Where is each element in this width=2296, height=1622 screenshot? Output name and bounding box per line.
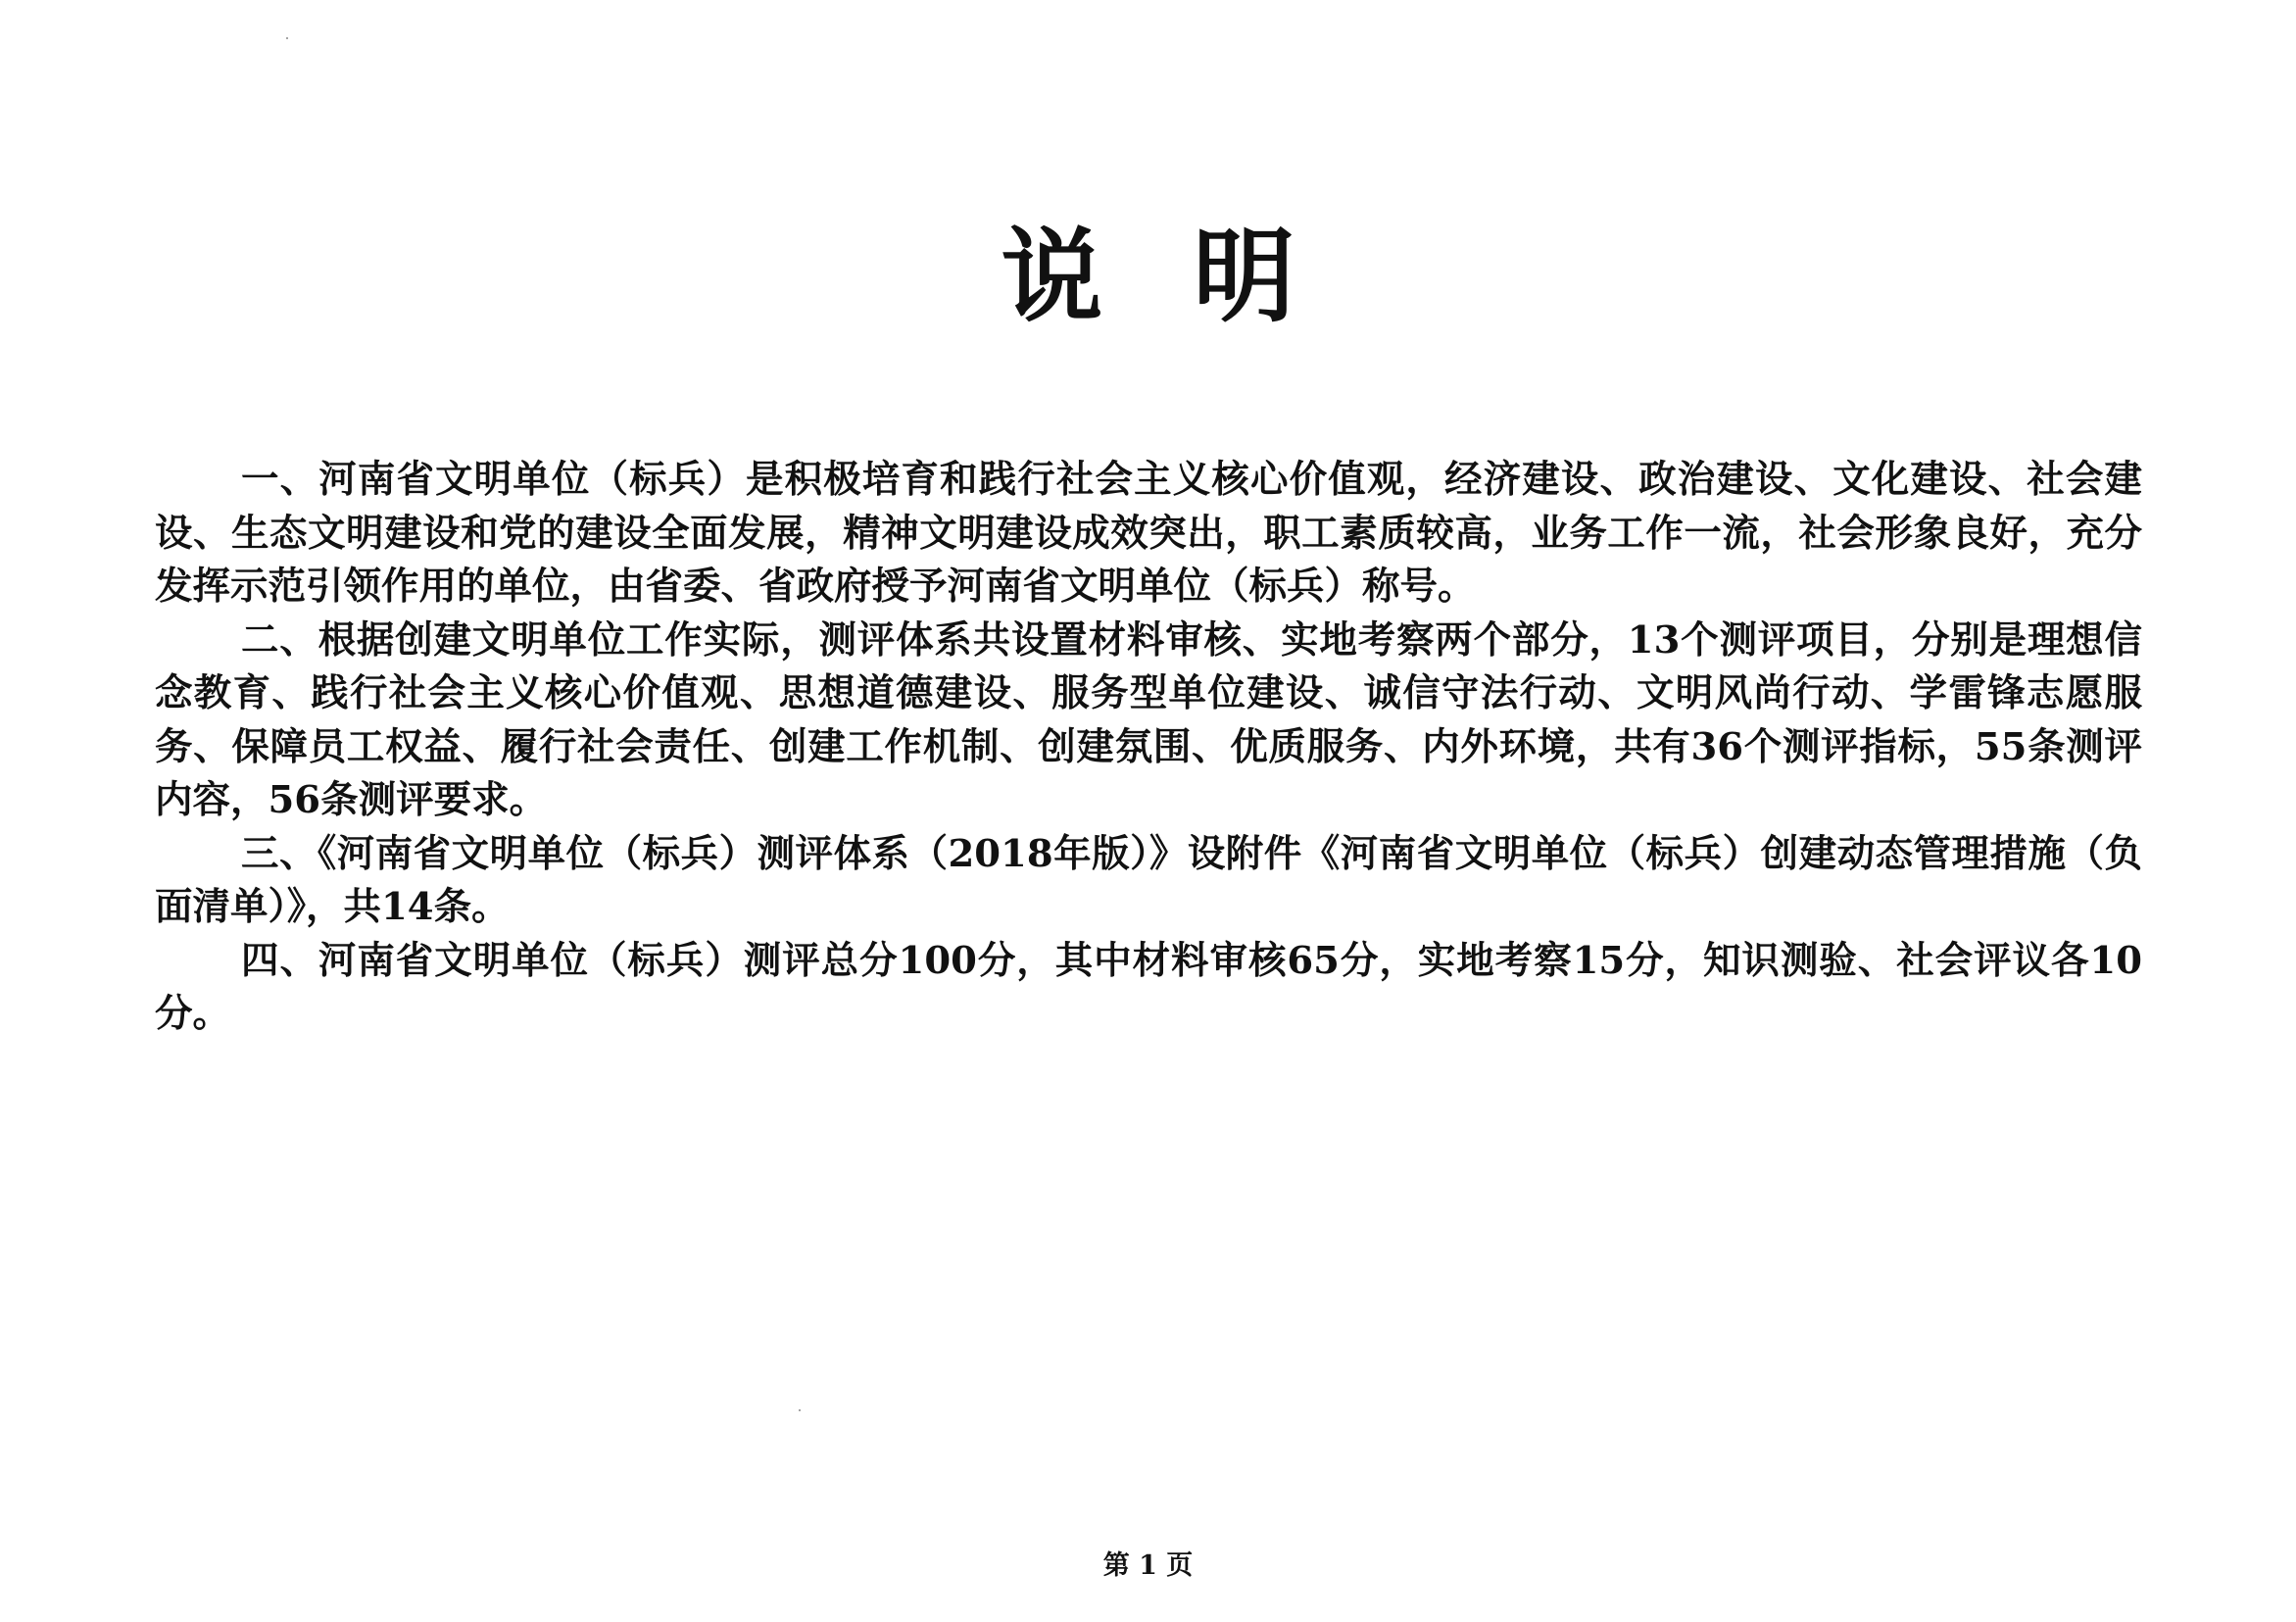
paragraph-1: 一、河南省文明单位（标兵）是积极培育和践行社会主义核心价值观，经济建设、政治建设、文化建设、社会建设、生态文明建设和党的建设全面发展，精神文明建设成效突出，职工素质较高，业务工作一流，社会形象良好，充分发挥示范引领作用的单位，由省委、省政府授予河南省文明单位（标兵）称号。	[155, 458, 2142, 609]
paragraph-2: 二、根据创建文明单位工作实际，测评体系共设置材料审核、实地考察两个部分，13个测评项目，分别是理想信念教育、践行社会主义核心价值观、思想道德建设、服务型单位建设、诚信守法行动、文明风尚行动、学雷锋志愿服务、保障员工权益、履行社会责任、创建工作机制、创建氛围、优质服务、内外环境，共有36个测评指标，55条测评内容，56条测评要求。	[155, 617, 2142, 822]
scan-speck	[286, 37, 288, 39]
page-title: 说明	[1001, 216, 1386, 336]
document-body	[155, 454, 2142, 1042]
paragraph-3: 三、《河南省文明单位（标兵）测评体系（2018年版）》设附件《河南省文明单位（标兵）创建动态管理措施（负面清单）》，共14条。	[155, 831, 2142, 929]
scan-speck	[799, 1409, 801, 1411]
paragraph-4: 四、河南省文明单位（标兵）测评总分100分，其中材料审核65分，实地考察15分，知识测验、社会评议各10分。	[155, 938, 2142, 1036]
page-number: 第 1 页	[1102, 1550, 1194, 1581]
